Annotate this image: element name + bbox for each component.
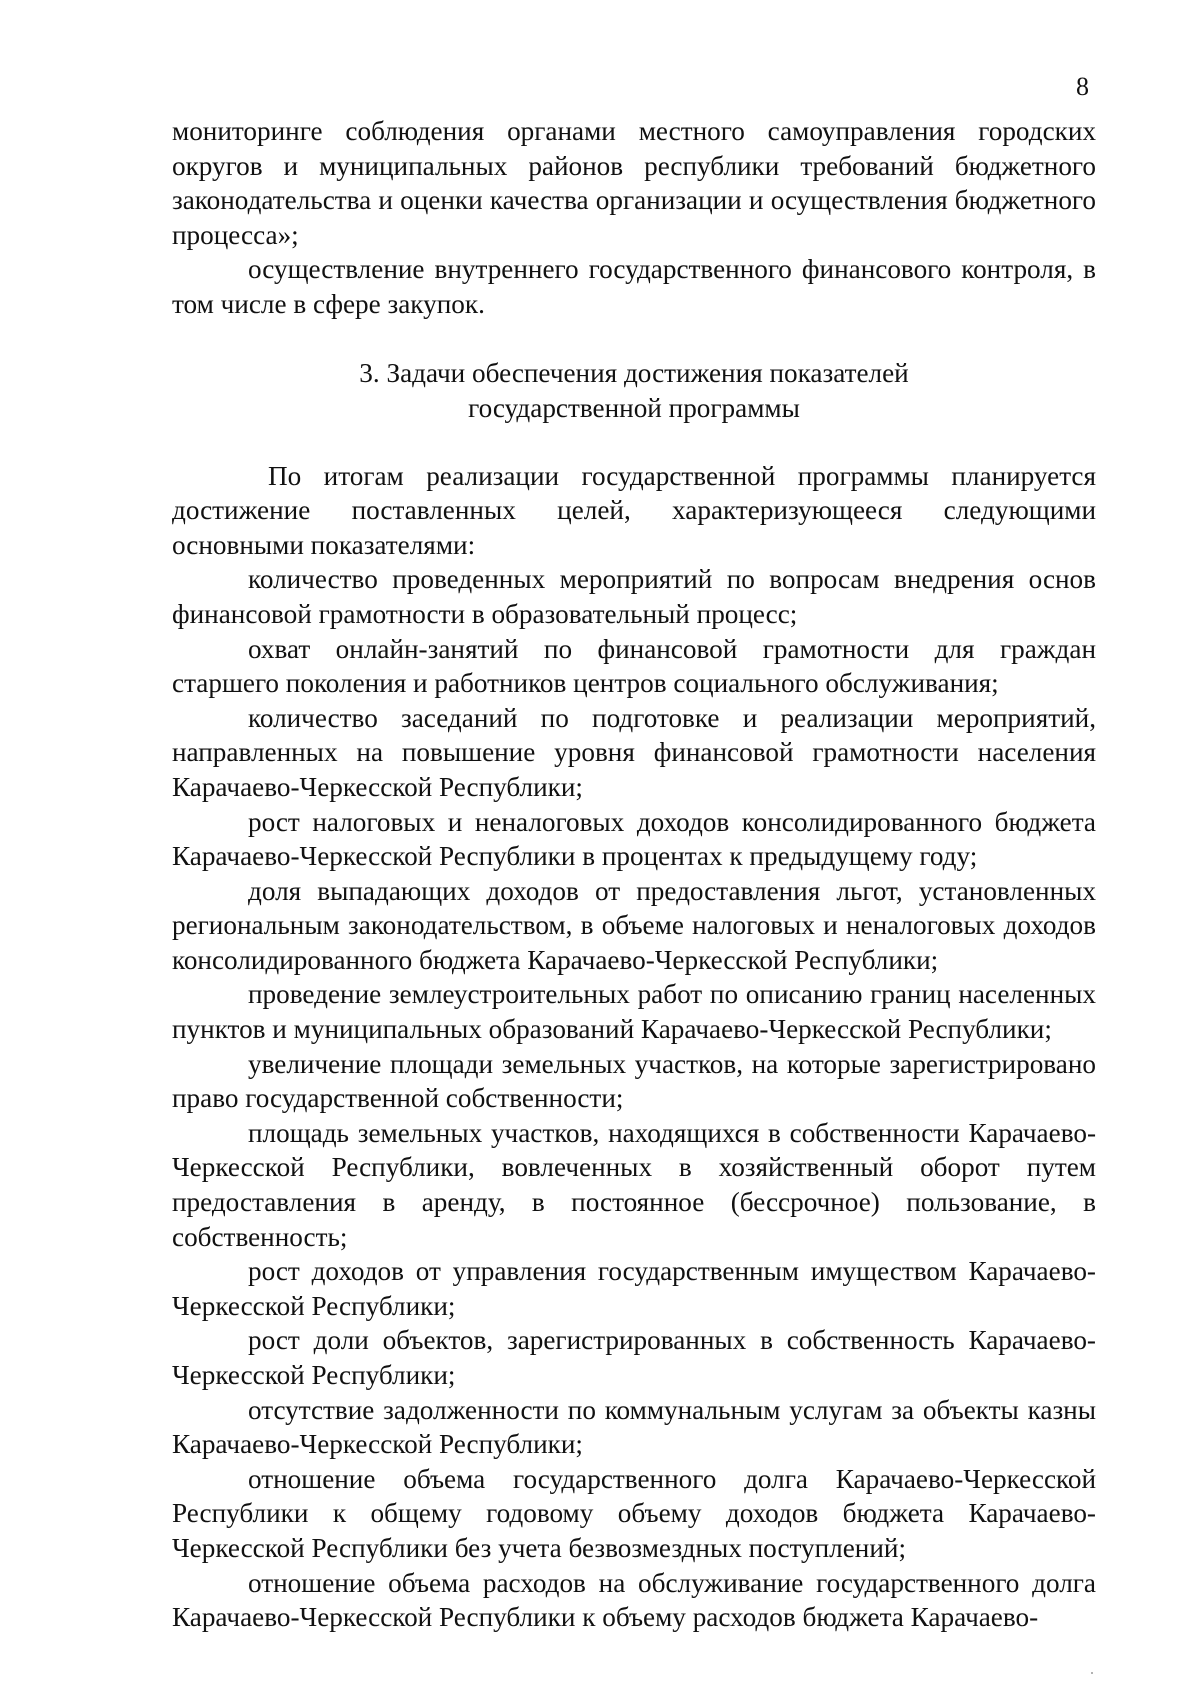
section-heading-line-1: 3. Задачи обеспечения достижения показателей (359, 357, 909, 388)
continued-paragraph: мониторинге соблюдения органами местного самоуправления городских округов и муниципальных районов республики требований бюджетного законодательства и оценки качества организации и осуществления бюджетного процесса»; (172, 116, 1096, 250)
indicator-item: отсутствие задолженности по коммунальным услугам за объекты казны Карачаево-Черкесской Республики; (172, 1394, 1096, 1460)
body-paragraph: осуществление внутреннего государственного финансового контроля, в том числе в сфере закупок. (172, 254, 1096, 319)
section-heading (172, 356, 1096, 426)
indicator-item: увеличение площади земельных участков, на которые зарегистрировано право государственной собственности; (172, 1048, 1096, 1114)
scan-speck (1091, 1672, 1093, 1674)
section-heading-line-2: государственной программы (468, 392, 800, 423)
indicator-item: доля выпадающих доходов от предоставления льгот, установленных региональным законодательством, в объеме налоговых и неналоговых доходов консолидированного бюджета Карачаево-Черкесской Республики; (172, 875, 1096, 975)
indicator-item: площадь земельных участков, находящихся в собственности Карачаево-Черкесской Республики, вовлеченных в хозяйственный оборот путем предоставления в аренду, в постоянное (бессрочное) пользование, в собственность; (172, 1117, 1096, 1252)
indicator-item: количество заседаний по подготовке и реализации мероприятий, направленных на повышение уровня финансовой грамотности населения Карачаево-Черкесской Республики; (172, 702, 1096, 802)
indicator-item: отношение объема государственного долга Карачаево-Черкесской Республики к общему годовому объему доходов бюджета Карачаево-Черкесской Республики без учета безвозмездных поступлений; (172, 1463, 1096, 1563)
indicator-item: отношение объема расходов на обслуживание государственного долга Карачаево-Черкесской Республики к объему расходов бюджета Карачаево- (172, 1567, 1096, 1633)
indicator-item: количество проведенных мероприятий по вопросам внедрения основ финансовой грамотности в образовательный процесс; (172, 564, 1096, 629)
indicator-item: рост доли объектов, зарегистрированных в собственность Карачаево-Черкесской Республики; (172, 1325, 1096, 1390)
indicator-item: проведение землеустроительных работ по описанию границ населенных пунктов и муниципальных образований Карачаево-Черкесской Республики; (172, 979, 1096, 1045)
indicator-item: охват онлайн-занятий по финансовой грамотности для граждан старшего поколения и работников центров социального обслуживания; (172, 633, 1096, 699)
indicator-item: рост налоговых и неналоговых доходов консолидированного бюджета Карачаево-Черкесской Республики в процентах к предыдущему году; (172, 806, 1096, 872)
page-number: 8 (1076, 72, 1089, 101)
indicator-item: рост доходов от управления государственным имуществом Карачаево-Черкесской Республики; (172, 1256, 1096, 1321)
intro-paragraph: По итогам реализации государственной программы планируется достижение поставленных целей, характеризующееся следующими основными показателями: (172, 460, 1096, 560)
document-body (172, 114, 1096, 1635)
